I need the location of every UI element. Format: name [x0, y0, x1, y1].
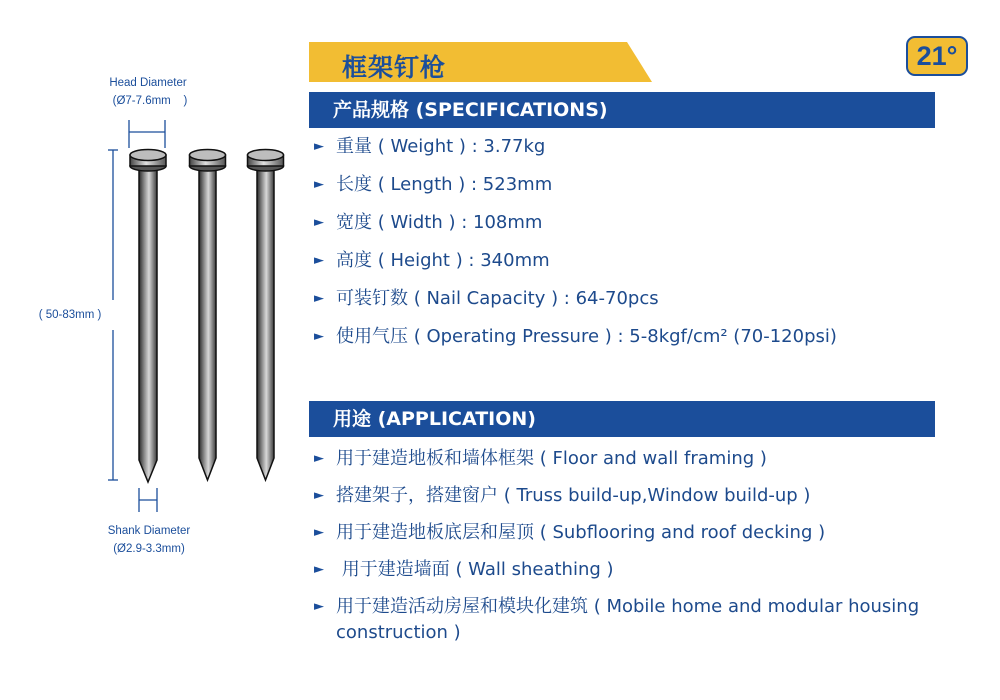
application-heading: 用途 (APPLICATION) — [309, 401, 935, 437]
nail-3 — [248, 150, 284, 481]
spec-item-operating-pressure: ► 使用气压 ( Operating Pressure ) : 5-8kgf/cm² (70-120psi) — [314, 324, 837, 362]
spec-item-width: ► 宽度 ( Width ) : 108mm — [314, 210, 837, 248]
bullet-icon: ► — [314, 177, 324, 192]
spec-item-weight: ► 重量 ( Weight ) : 3.77kg — [314, 134, 837, 172]
bullet-icon: ► — [314, 599, 324, 614]
application-item: ► 搭建架子，搭建窗户 ( Truss build-up,Window build-up ) — [314, 483, 936, 509]
bullet-icon: ► — [314, 291, 324, 306]
spec-item-height: ► 高度 ( Height ) : 340mm — [314, 248, 837, 286]
nail-1 — [130, 150, 166, 483]
bullet-icon: ► — [314, 215, 324, 230]
page-title: 框架钉枪 — [342, 53, 447, 82]
length-marker — [108, 150, 118, 480]
application-item: ► 用于建造活动房屋和模块化建筑 ( Mobile home and modular housing construction ) — [314, 596, 920, 643]
bullet-icon: ► — [314, 525, 324, 540]
spec-item-nail-capacity: ► 可装钉数 ( Nail Capacity ) : 64-70pcs — [314, 286, 837, 324]
head-diameter-marker — [129, 120, 165, 148]
application-item: ► 用于建造墙面 ( Wall sheathing ) — [314, 557, 936, 583]
bullet-icon: ► — [314, 329, 324, 344]
specifications-list — [314, 134, 837, 362]
bullet-icon: ► — [314, 253, 324, 268]
bullet-icon: ► — [314, 562, 324, 577]
length-value: ( 50-83mm ) — [38, 309, 102, 321]
bullet-icon: ► — [314, 139, 324, 154]
angle-badge: 21° — [906, 36, 968, 76]
shank-diameter-value: (Ø2.9-3.3mm) — [113, 543, 185, 555]
application-list — [314, 446, 936, 657]
shank-diameter-label: Shank Diameter — [107, 525, 191, 537]
shank-diameter-marker — [139, 488, 157, 512]
head-diameter-label: Head Diameter — [109, 77, 187, 89]
nail-diagram — [0, 0, 300, 700]
application-item: ► 用于建造地板和墙体框架 ( Floor and wall framing ) — [314, 446, 936, 472]
spec-item-length: ► 长度 ( Length ) : 523mm — [314, 172, 837, 210]
application-item: ► 用于建造地板底层和屋顶 ( Subflooring and roof decking ) — [314, 520, 936, 546]
bullet-icon: ► — [314, 451, 324, 466]
head-diameter-value: (Ø7-7.6mm ) — [112, 95, 188, 107]
bullet-icon: ► — [314, 488, 324, 503]
nail-2 — [190, 150, 226, 481]
specifications-heading: 产品规格 (SPECIFICATIONS) — [309, 92, 935, 128]
